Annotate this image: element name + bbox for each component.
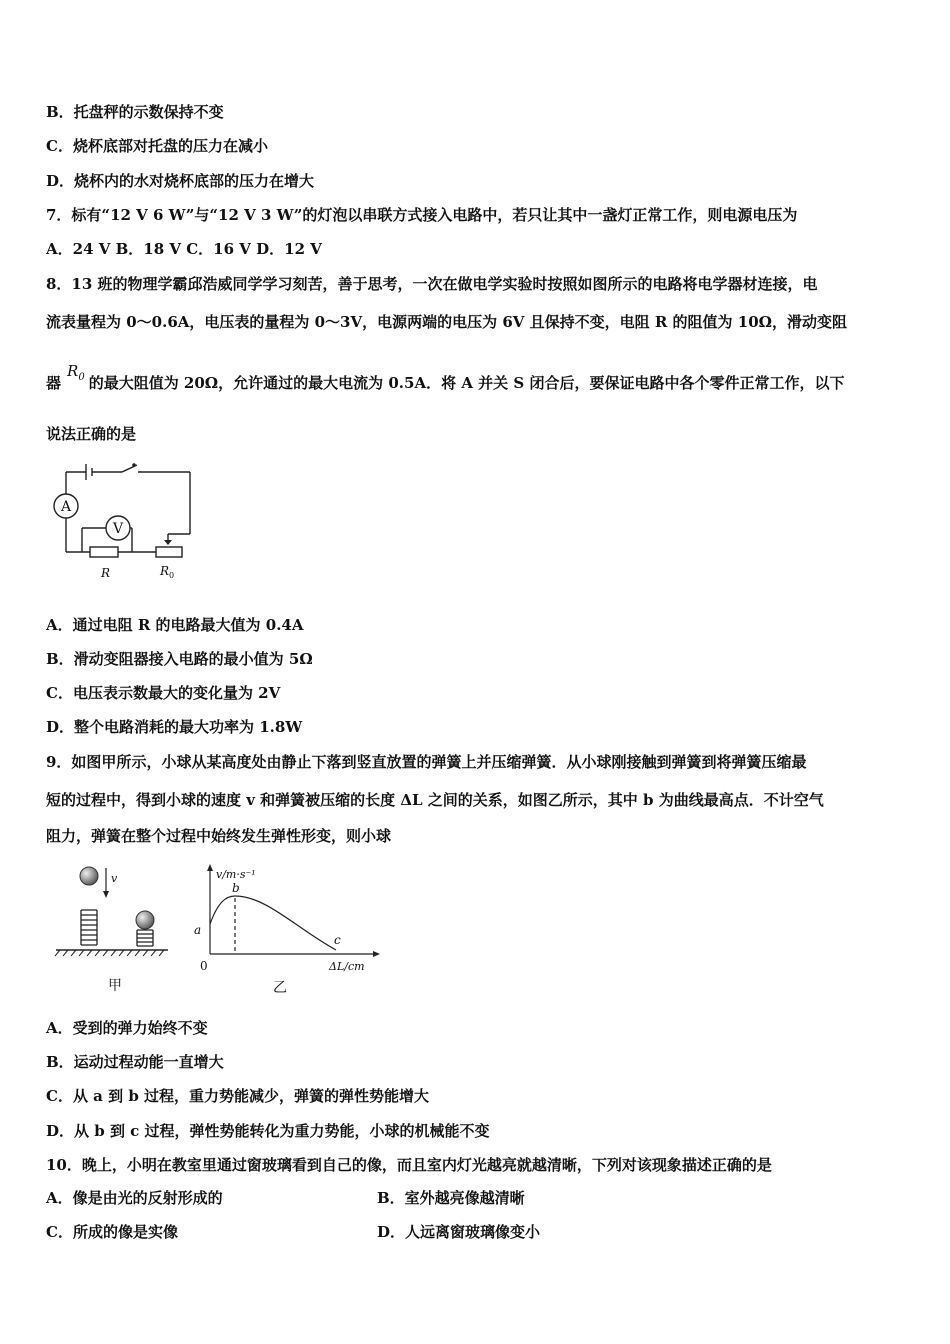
figure-jia-caption: 甲 <box>108 978 122 994</box>
q8-stem-line2: 流表量程为 0～0.6A，电压表的量程为 0～3V，电源两端的电压为 6V 且保持不变，电阻 R 的阻值为 10Ω，滑动变阻 <box>46 313 848 331</box>
velocity-curve <box>210 896 336 950</box>
q9-stem-line2: 短的过程中，得到小球的速度 v 和弹簧被压缩的长度 ΔL 之间的关系，如图乙所示，其中 b 为曲线最高点．不计空气 <box>46 791 824 809</box>
point-a-label: a <box>194 923 202 937</box>
circuit-diagram <box>44 456 204 586</box>
q10-option-a: A．像是由光的反射形成的 <box>46 1189 223 1207</box>
rheostat-r0 <box>156 547 182 557</box>
rheostat-label-subscript: 0 <box>169 571 175 580</box>
q8-stem-prefix: 器 <box>46 374 62 392</box>
q10-option-b: B．室外越亮像越清晰 <box>377 1189 525 1207</box>
q9-option-d: D．从 b 到 c 过程，弹性势能转化为重力势能，小球的机械能不变 <box>46 1122 490 1140</box>
q8-stem-line1: 8．13 班的物理学霸邱浩威同学学习刻苦，善于思考，一次在做电学实验时按照如图所示的电路将电学器材连接，电 <box>46 275 818 293</box>
switch-contact <box>132 463 136 467</box>
q9-figure-jia <box>52 860 172 1004</box>
falling-ball-icon <box>80 867 98 885</box>
q6-option-d: D．烧杯内的水对烧杯底部的压力在增大 <box>46 172 315 190</box>
q8-r0-symbol: $R_0$ <box>67 362 85 383</box>
figure-yi-caption: 乙 <box>273 980 287 996</box>
point-c-label: c <box>334 933 341 947</box>
q8-circuit-figure <box>44 456 204 590</box>
voltmeter-label: V <box>112 521 124 537</box>
rheostat-label: R <box>160 564 170 578</box>
q8-option-a: A．通过电阻 R 的电路最大值为 0.4A <box>46 616 304 634</box>
q9-figure-yi <box>186 858 386 1004</box>
q10-option-c: C．所成的像是实像 <box>46 1223 178 1241</box>
origin-label: 0 <box>200 959 208 973</box>
uncompressed-spring <box>81 910 97 945</box>
ball-on-spring-icon <box>136 911 154 929</box>
q9-option-a: A．受到的弹力始终不变 <box>46 1019 208 1037</box>
velocity-compression-graph <box>186 858 386 1000</box>
rheostat-slider-icon <box>164 540 172 545</box>
x-axis-label: ΔL/cm <box>329 960 365 973</box>
y-axis-label: v/m·s⁻¹ <box>216 868 256 881</box>
point-b-label: b <box>232 881 240 895</box>
q6-option-c: C．烧杯底部对托盘的压力在减小 <box>46 137 268 155</box>
ammeter-label: A <box>60 499 72 515</box>
q7-options: A．24 V B．18 V C．16 V D．12 V <box>46 240 322 258</box>
q8-option-c: C．电压表示数最大的变化量为 2V <box>46 684 281 702</box>
velocity-label: v <box>111 872 118 885</box>
q8-option-b: B．滑动变阻器接入电路的最小值为 5Ω <box>46 650 313 668</box>
q6-option-b: B．托盘秤的示数保持不变 <box>46 103 224 121</box>
q8-stem-line3 <box>46 362 845 400</box>
q9-stem-line1: 9．如图甲所示，小球从某高度处由静止下落到竖直放置的弹簧上并压缩弹簧．从小球刚接触到弹簧到将弹簧压缩最 <box>46 753 807 771</box>
q10-option-d: D．人远离窗玻璃像变小 <box>377 1223 541 1241</box>
resistor-label: R <box>101 566 111 580</box>
q8-stem-rest: 的最大阻值为 20Ω，允许通过的最大电流为 0.5A．将 A 并关 S 闭合后，要保证电路中各个零件正常工作，以下 <box>88 374 845 392</box>
ball-spring-diagram <box>52 860 172 1000</box>
q10-stem: 10．晚上，小明在教室里通过窗玻璃看到自己的像，而且室内灯光越亮就越清晰，下列对该现象描述正确的是 <box>46 1156 772 1174</box>
q8-option-d: D．整个电路消耗的最大功率为 1.8W <box>46 718 303 736</box>
q8-stem-line4: 说法正确的是 <box>46 425 137 443</box>
q9-stem-line3: 阻力，弹簧在整个过程中始终发生弹性形变，则小球 <box>46 827 392 845</box>
q7-stem: 7．标有“12 V 6 W”与“12 V 3 W”的灯泡以串联方式接入电路中，若只让其中一盏灯正常工作，则电源电压为 <box>46 206 798 224</box>
q9-option-c: C．从 a 到 b 过程，重力势能减少，弹簧的弹性势能增大 <box>46 1087 430 1105</box>
resistor-r <box>90 547 118 557</box>
compressed-spring <box>137 930 153 946</box>
q9-option-b: B．运动过程动能一直增大 <box>46 1053 224 1071</box>
